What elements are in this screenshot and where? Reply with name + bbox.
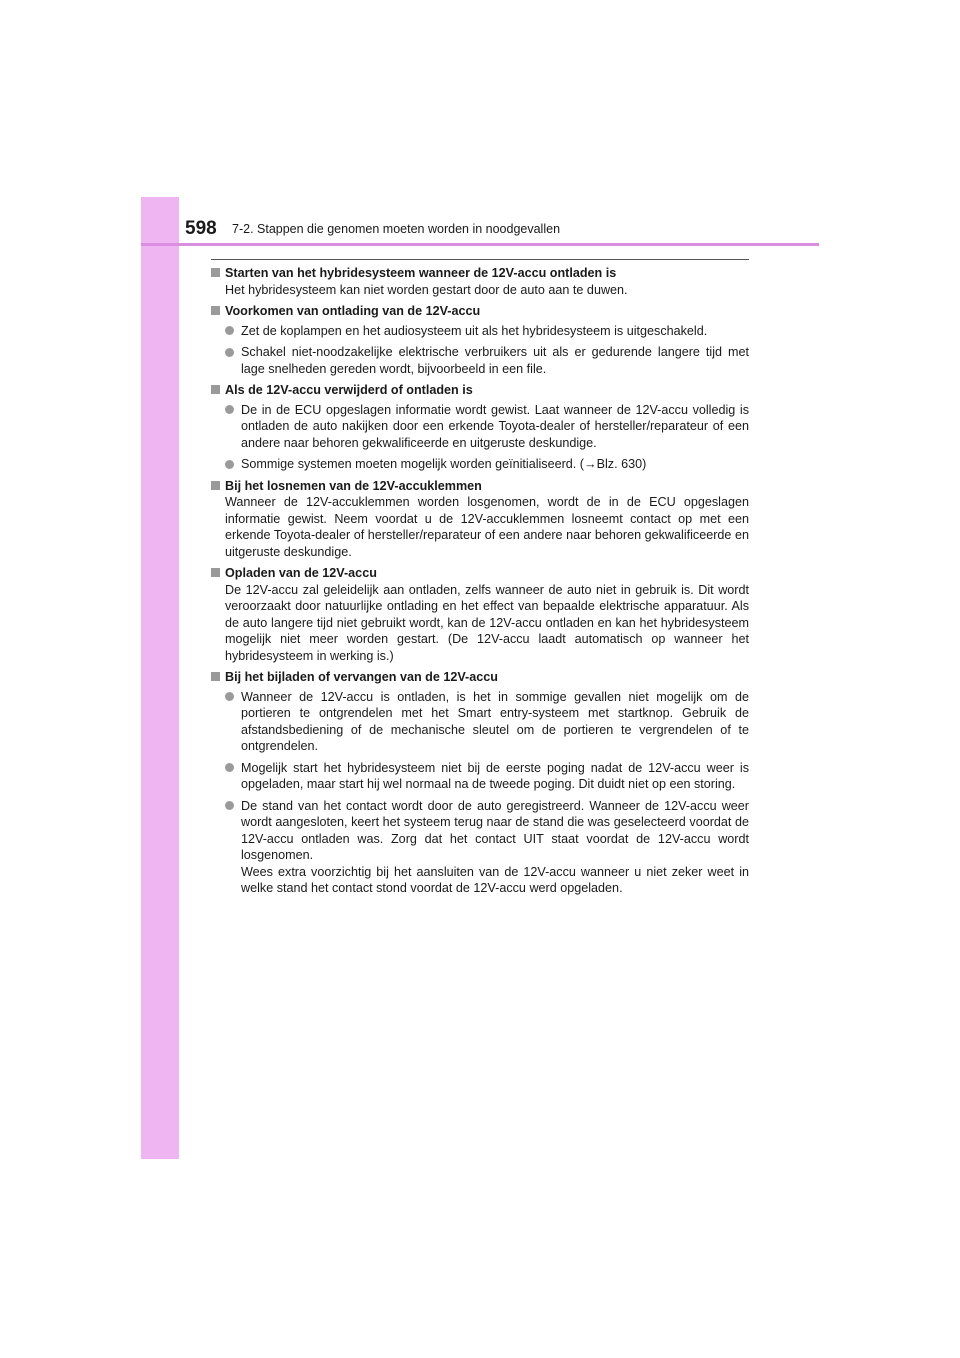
square-bullet-icon xyxy=(211,568,220,577)
bullet-text: Sommige systemen moeten mogelijk worden geïnitialiseerd. (→Blz. 630) xyxy=(241,457,647,471)
bullet-item xyxy=(211,689,749,755)
bullet-text: Schakel niet-noodzakelijke elektrische verbruikers uit als er gedurende langere tijd met lage snelheden gereden wordt, bijvoorbeeld in een file. xyxy=(241,345,749,376)
section-heading-text: Bij het bijladen of vervangen van de 12V-accu xyxy=(225,670,498,684)
square-bullet-icon xyxy=(211,481,220,490)
square-bullet-icon xyxy=(211,672,220,681)
header-divider xyxy=(141,243,819,246)
section xyxy=(211,382,749,473)
bullet-item xyxy=(211,323,749,340)
page-number: 598 xyxy=(185,218,217,239)
section-heading-text: Bij het losnemen van de 12V-accuklemmen xyxy=(225,478,482,493)
section-heading xyxy=(211,382,749,399)
section-heading xyxy=(211,478,749,495)
round-bullet-icon xyxy=(225,801,234,810)
bullet-item xyxy=(211,402,749,452)
round-bullet-icon xyxy=(225,763,234,772)
bullet-text: De in de ECU opgeslagen informatie wordt gewist. Laat wanneer de 12V-accu volledig is ontladen de auto nakijken door een erkende Toyota-dealer of hersteller/reparateur of een andere naar behoren gekwalificeerde en uitgeruste deskundige. xyxy=(241,402,749,450)
round-bullet-icon xyxy=(225,326,234,335)
round-bullet-icon xyxy=(225,348,234,357)
section-heading xyxy=(211,669,749,686)
section-heading-text: Starten van het hybridesysteem wanneer de 12V-accu ontladen is xyxy=(225,266,617,280)
bullet-item xyxy=(211,760,749,793)
section-heading xyxy=(211,303,749,320)
section xyxy=(211,478,749,561)
section xyxy=(211,265,749,298)
bullet-text: De stand van het contact wordt door de auto geregistreerd. Wanneer de 12V-accu weer wordt aangesloten, keert het systeem terug naar de stand die was geselecteerd voordat de 12V-accu ontladen was. Zorg dat het contact UIT staat voordat de 12V-accu wordt losgenomen. Wees extra voorzichtig bij het aansluiten van de 12V-accu wanneer u niet zeker weet in welke stand het contact stond voordat de 12V-accu werd opgeladen. xyxy=(241,798,749,895)
section xyxy=(211,669,749,897)
section-heading xyxy=(211,565,749,582)
section-heading-text: Als de 12V-accu verwijderd of ontladen is xyxy=(225,383,473,397)
round-bullet-icon xyxy=(225,405,234,414)
content-divider xyxy=(211,259,749,260)
section-paragraph: De 12V-accu zal geleidelijk aan ontladen, zelfs wanneer de auto niet in gebruik is. Dit wordt veroorzaakt door natuurlijke ontlading en het effect van bepaalde elektrische apparatuur. Als de auto langere tijd niet gebruikt wordt, kan de 12V-accu ontladen en kan het hybridesysteem mogelijk niet meer worden gestart. (De 12V-accu laadt automatisch op wanneer het hybridesysteem in werking is.) xyxy=(225,582,749,663)
bullet-item xyxy=(211,344,749,377)
section xyxy=(211,565,749,664)
square-bullet-icon xyxy=(211,306,220,315)
section-heading xyxy=(211,265,749,282)
square-bullet-icon xyxy=(211,268,220,277)
round-bullet-icon xyxy=(225,460,234,469)
chapter-sidebar-tab xyxy=(141,197,179,1159)
round-bullet-icon xyxy=(225,692,234,701)
bullet-text: Zet de koplampen en het audiosysteem uit als het hybridesysteem is uitgeschakeld. xyxy=(241,323,708,338)
bullet-text: Mogelijk start het hybridesysteem niet bij de eerste poging nadat de 12V-accu weer is opgeladen, maar start hij wel normaal na de tweede poging. Dit duidt niet op een storing. xyxy=(241,760,749,791)
section-paragraph: Wanneer de 12V-accuklemmen worden losgenomen, wordt de in de ECU opgeslagen informatie gewist. Neem voordat u de 12V-accuklemmen losneemt contact op met een erkende Toyota-dealer of hersteller/reparateur of een andere naar behoren gekwalificeerde en uitgeruste deskundige. xyxy=(225,495,749,559)
section xyxy=(211,303,749,377)
section-heading-text: Opladen van de 12V-accu xyxy=(225,566,377,580)
chapter-title: 7-2. Stappen die genomen moeten worden in noodgevallen xyxy=(232,222,561,236)
bullet-text: Wanneer de 12V-accu is ontladen, is het in sommige gevallen niet mogelijk om de portieren te ontgrendelen met het Smart entry-systeem met startknop. Gebruik de afstandsbediening of de mechanische sleutel om de portieren te vergrendelen of te ontgrendelen. xyxy=(241,689,749,753)
section-heading-text: Voorkomen van ontlading van de 12V-accu xyxy=(225,304,481,318)
section-paragraph: Het hybridesysteem kan niet worden gestart door de auto aan te duwen. xyxy=(225,282,628,297)
manual-content xyxy=(211,265,749,902)
bullet-item xyxy=(211,456,749,473)
bullet-item xyxy=(211,798,749,897)
square-bullet-icon xyxy=(211,385,220,394)
